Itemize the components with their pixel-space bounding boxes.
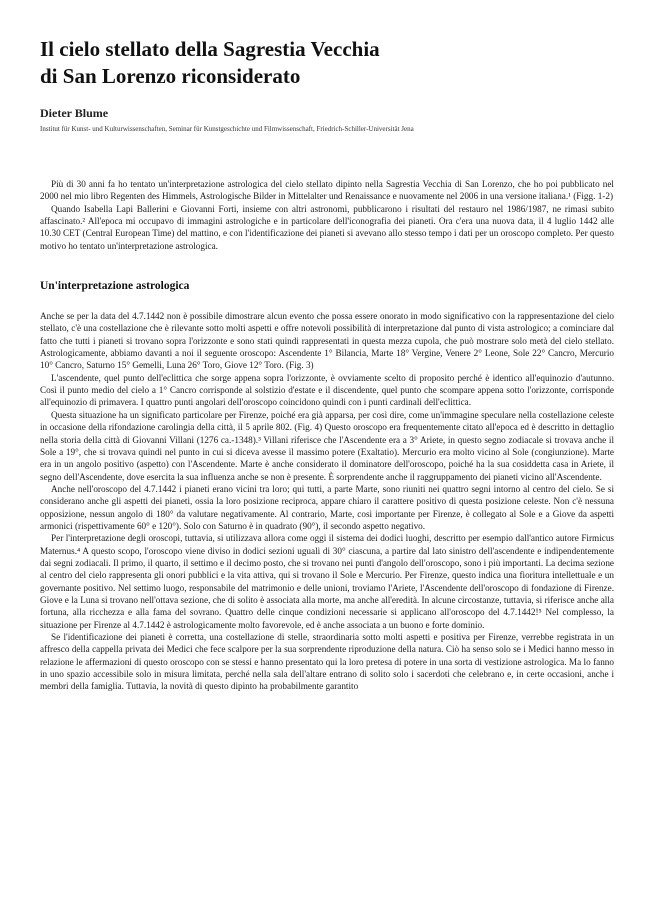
section-paragraph-2: L'ascendente, quel punto dell'eclittica che sorge appena sopra l'orizzonte, è ovviamente scelto di proposito perché è identico all'equinozio d'autunno. Così il punto medio del cielo a 1° Cancro corrisponde al solstizio d'estate e il discendente, quel punto che scompare appena sotto l'orizzonte, corrisponde all'equinozio di primavera. I quattro punti angolari dell'oroscopo coincidono quindi con i punti cardinali dell'eclittica.	[40, 372, 614, 408]
section-paragraph-3: Questa situazione ha un significato particolare per Firenze, poiché era già apparsa, per così dire, come un'immagine speculare nella costellazione celeste in occasione della rifondazione carolingia della città, il 5 aprile 802. (Fig. 4) Questo oroscopo era frequentemente citato all'epoca ed è descritto in dettaglio nella storia della città di Giovanni Villani (1276 ca.-1348).³ Villani riferisce che l'Ascendente era a 3° Ariete, in questo segno zodiacale si trovava anche il Sole a 19°, che si trovava quindi nel punto in cui si diceva avesse il massimo potere (Exaltatio). Mercurio era molto vicino al Sole (congiunzione). Marte era in un angolo positivo (aspetto) con l'Ascendente. Marte è anche considerato il dominatore dell'oroscopo, poiché ha la sua cosiddetta casa in Ariete, il segno dell'Ascendente, dove esercita la sua influenza anche se non è presente. È sorprendente anche il raggruppamento dei pianeti vicino all'Ascendente.	[40, 409, 614, 482]
section-paragraph-4: Anche nell'oroscopo del 4.7.1442 i pianeti erano vicini tra loro; qui tutti, a parte Marte, sono riuniti nei quattro segni intorno al centro del cielo. Se si considerano anche gli aspetti dei pianeti, ossia la loro posizione reciproca, appare chiaro il carattere positivo di questa posizione celeste. Non c'è nessuna opposizione, nessun angolo di 180° da valutare negativamente. Al contrario, Marte, così importante per Firenze, è collegato al Sole e a Giove da aspetti armonici (rispettivamente 60° e 120°). Solo con Saturno è in quadrato (90°), il secondo aspetto negativo.	[40, 483, 614, 531]
title-line-2: di San Lorenzo riconsiderato	[40, 64, 301, 88]
title-line-1: Il cielo stellato della Sagrestia Vecchia	[40, 37, 380, 61]
section-paragraph-1: Anche se per la data del 4.7.1442 non è possibile dimostrare alcun evento che possa essere onorato in modo significativo con la rappresentazione del cielo stellato, c'è una costellazione che è rilevante sotto molti aspetti e offre notevoli possibilità di interpretazione dal punto di vista astrologico; a cominciare dal fatto che tutti i pianeti si trovano sopra l'orizzonte e sono stati quindi rappresentati in questa mezza cupola, che può mostrare solo metà del cielo stellato. Astrologicamente, abbiamo davanti a noi il seguente oroscopo: Ascendente 1° Bilancia, Marte 18° Vergine, Venere 2° Leone, Sole 22° Cancro, Mercurio 10° Cancro, Saturno 15° Gemelli, Luna 26° Toro, Giove 12° Toro. (Fig. 3)	[40, 311, 614, 371]
section-paragraph-5: Per l'interpretazione degli oroscopi, tuttavia, si utilizzava allora come oggi il sistema dei dodici luoghi, descritto per esempio dall'antico autore Firmicus Maternus.⁴ A questo scopo, l'oroscopo viene diviso in dodici sezioni uguali di 30° ciascuna, a partire dal lato sinistro dell'ascendente e indipendentemente dai segni zodiacali. Il primo, il quarto, il settimo e il decimo posto, che si trovano nei punti d'angolo dell'oroscopo, sono i più importanti. La decima sezione al centro del cielo rappresenta gli onori pubblici e la vita attiva, qui si trovano il Sole e Mercurio. Per Firenze, questo indica una fioritura intellettuale e un governante positivo. Nel settimo luogo, responsabile del matrimonio e delle unioni, troviamo l'Ariete, l'Ascendente dell'oroscopo di fondazione di Firenze. Giove e la Luna si trovano nell'ottava sezione, che di solito è associata alla morte, ma anche all'eredità. In alcune circostanze, tuttavia, si riferisce anche alla fortuna, alla ricchezza e alla fama del sovrano. Quattro delle cinque condizioni necessarie si applicano all'oroscopo del 4.7.1442!⁵ Nel complesso, la situazione per Firenze al 4.7.1442 è astrologicamente molto favorevole, ed è anche associata a un buono e forte dominio.	[40, 533, 614, 630]
author-name: Dieter Blume	[40, 106, 109, 120]
intro-paragraph-1: Più di 30 anni fa ho tentato un'interpretazione astrologica del cielo stellato dipinto nella Sagrestia Vecchia di San Lorenzo, che ho poi pubblicato nel 2000 nel mio libro Regenten des Himmels, Astrologische Bilder in Mittelalter und Renaissance e nuovamente nel 2006 in una versione italiana.¹ (Figg. 1-2)	[40, 179, 614, 202]
section-paragraph-6: Se l'identificazione dei pianeti è corretta, una costellazione di stelle, straordinaria sotto molti aspetti e positiva per Firenze, verrebbe registrata in un affresco della cappella privata dei Medici che fece scalpore per la sua sorprendente riproduzione della natura. Ciò ha senso solo se i Medici hanno messo in relazione le affermazioni di questo oroscopo con se stessi e hanno presentato qui la loro pretesa di potere in una sorta di vestizione astrologica. Ma lo fanno in uno spazio accessibile solo in misura limitata, perché nella sala dell'altare entrano di solito solo i sacerdoti che celebrano e, in certe occasioni, anche i membri della famiglia. Tuttavia, la novità di questo dipinto ha probabilmente garantito	[40, 632, 614, 692]
author-affiliation: Institut für Kunst- und Kulturwissenschaften, Seminar für Kunstgeschichte und Filmwissenschaft, Friedrich-Schiller-Universität Jena	[40, 125, 414, 133]
article-title	[40, 36, 614, 90]
intro-paragraph-2: Quando Isabella Lapi Ballerini e Giovanni Forti, insieme con altri astronomi, pubblicarono i risultati del restauro nel 1986/1987, ne rimasi subito affascinato.² All'epoca mi occupavo di immagini astrologiche e in particolare dell'iconografia dei pianeti. Ora c'era una nuova data, il 4 luglio 1442 alle 10.30 CET (Central European Time) del mattino, e con l'identificazione dei pianeti si avevano allo stesso tempo i dati per un oroscopo completo. Per questo motivo ho tentato un'interpretazione astrologica.	[40, 203, 614, 251]
section-heading: Un'interpretazione astrologica	[40, 280, 190, 293]
article-page	[40, 36, 614, 693]
